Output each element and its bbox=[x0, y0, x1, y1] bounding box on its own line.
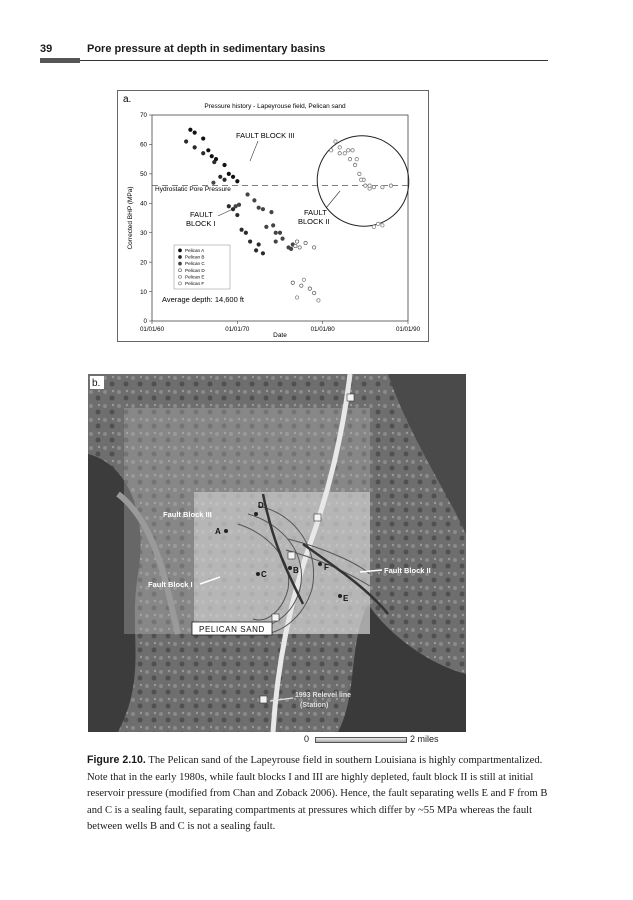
data-point-pelican-b bbox=[213, 160, 216, 163]
fault-block-2-annotation-line2: BLOCK II bbox=[298, 217, 330, 226]
legend-entry: Pelican E bbox=[185, 274, 205, 280]
data-point-pelican-d bbox=[294, 244, 297, 247]
y-tick-label: 60 bbox=[140, 141, 147, 149]
caption-label: Figure 2.10. bbox=[87, 754, 146, 766]
data-point-pelican-c bbox=[274, 240, 277, 243]
data-point-pelican-a bbox=[231, 175, 234, 178]
data-point-pelican-d bbox=[312, 246, 315, 249]
x-tick-label: 01/01/70 bbox=[225, 326, 250, 333]
well-label-c: C bbox=[261, 570, 267, 579]
legend-marker bbox=[179, 249, 182, 252]
legend-marker bbox=[179, 256, 182, 259]
legend-entry: Pelican B bbox=[185, 254, 205, 260]
data-point-pelican-f bbox=[317, 299, 320, 302]
y-tick-label: 30 bbox=[140, 229, 147, 237]
data-point-pelican-a bbox=[193, 131, 196, 134]
y-tick-label: 40 bbox=[140, 200, 147, 208]
caption-text: The Pelican sand of the Lapeyrouse field in southern Louisiana is highly compartmentalized. Note that in the early 1980s, while fault blocks I and III are highly depleted, fault block II is still at initial reservoir pressure (modified from Chan and Zoback 2006). Hence, the fault separating wells E and F from B and C is a sealing fault, separating compartments at pressures which differ by ~55 MPa whereas the fault between wells B and C is not a sealing fault. bbox=[87, 755, 548, 832]
data-point-pelican-b bbox=[257, 243, 260, 246]
data-point-pelican-f bbox=[302, 278, 305, 281]
map-label-fault-block-1: Fault Block I bbox=[148, 580, 193, 589]
data-point-pelican-f bbox=[343, 152, 346, 155]
relevel-line-label-1: 1993 Relevel line bbox=[295, 692, 352, 699]
data-point-pelican-f bbox=[372, 225, 375, 228]
data-point-pelican-f bbox=[359, 178, 362, 181]
data-point-pelican-c bbox=[234, 205, 237, 208]
scale-bar bbox=[315, 737, 407, 743]
data-point-pelican-c bbox=[270, 210, 273, 213]
well-label-d: D bbox=[258, 501, 264, 510]
pressure-chart bbox=[118, 91, 428, 341]
data-point-pelican-b bbox=[236, 213, 239, 216]
data-point-pelican-e bbox=[358, 172, 361, 175]
fault-block-1-annotation-line2: BLOCK I bbox=[186, 219, 216, 228]
panel-b-label: b. bbox=[92, 378, 101, 389]
data-point-pelican-c bbox=[212, 181, 215, 184]
legend-marker bbox=[179, 275, 182, 278]
legend-entry: Pelican F bbox=[185, 281, 205, 286]
data-point-pelican-d bbox=[291, 281, 294, 284]
y-axis-label: Corrected BHP (MPa) bbox=[127, 186, 134, 250]
well-label-b: B bbox=[293, 566, 299, 575]
data-point-pelican-f bbox=[368, 184, 371, 187]
pelican-sand-area bbox=[194, 492, 370, 634]
x-axis-label: Date bbox=[273, 332, 287, 339]
running-title: Pore pressure at depth in sedimentary basins bbox=[87, 43, 326, 55]
data-point-pelican-b bbox=[248, 240, 251, 243]
data-point-pelican-a bbox=[189, 128, 192, 131]
header-bar bbox=[40, 58, 80, 63]
data-point-pelican-e bbox=[347, 149, 350, 152]
satellite-map bbox=[88, 374, 466, 732]
chart-title: Pressure history - Lapeyrouse field, Pelican sand bbox=[204, 103, 346, 110]
data-point-pelican-d bbox=[308, 287, 311, 290]
y-tick-label: 0 bbox=[143, 318, 147, 326]
figure-caption bbox=[87, 752, 549, 836]
data-point-pelican-e bbox=[330, 149, 333, 152]
data-point-pelican-d bbox=[298, 246, 301, 249]
data-point-pelican-f bbox=[355, 157, 358, 160]
data-point-pelican-c bbox=[281, 237, 284, 240]
header-rule bbox=[80, 60, 548, 61]
x-tick-label: 01/01/90 bbox=[395, 326, 421, 333]
figure-panel-b bbox=[88, 374, 466, 732]
relevel-station-marker bbox=[272, 614, 279, 621]
x-tick-label: 01/01/60 bbox=[139, 326, 165, 333]
data-point-pelican-c bbox=[274, 231, 277, 234]
data-point-pelican-a bbox=[223, 163, 226, 166]
data-point-pelican-b bbox=[244, 231, 247, 234]
data-point-pelican-b bbox=[227, 205, 230, 208]
relevel-station-marker bbox=[314, 514, 321, 521]
data-point-pelican-e bbox=[348, 157, 351, 160]
data-point-pelican-e bbox=[351, 149, 354, 152]
map-label-fault-block-3: Fault Block III bbox=[163, 510, 212, 519]
legend-marker bbox=[179, 262, 182, 265]
data-point-pelican-c bbox=[246, 193, 249, 196]
relevel-line-label-2: (Station) bbox=[300, 702, 329, 709]
data-point-pelican-d bbox=[295, 240, 298, 243]
fault-block-2-annotation-line1: FAULT bbox=[304, 208, 327, 217]
data-point-pelican-b bbox=[202, 152, 205, 155]
data-point-pelican-d bbox=[300, 284, 303, 287]
data-point-pelican-c bbox=[289, 247, 292, 250]
figure-panel-a bbox=[117, 90, 429, 342]
well-marker-a bbox=[224, 529, 228, 533]
page-number: 39 bbox=[40, 43, 53, 55]
data-point-pelican-a bbox=[210, 155, 213, 158]
well-marker-c bbox=[256, 572, 260, 576]
data-point-pelican-e bbox=[364, 184, 367, 187]
x-tick-label: 01/01/80 bbox=[310, 326, 335, 333]
relevel-station-marker bbox=[288, 552, 295, 559]
well-marker-e bbox=[338, 594, 342, 598]
well-marker-f bbox=[318, 562, 322, 566]
data-point-pelican-b bbox=[240, 228, 243, 231]
data-point-pelican-e bbox=[338, 152, 341, 155]
fault-block-3-annotation: FAULT BLOCK III bbox=[236, 131, 295, 140]
data-point-pelican-e bbox=[381, 185, 384, 188]
data-point-pelican-a bbox=[227, 172, 230, 175]
y-tick-label: 50 bbox=[140, 171, 147, 179]
relevel-station-marker bbox=[260, 696, 267, 703]
well-label-e: E bbox=[343, 594, 349, 603]
data-point-pelican-e bbox=[389, 184, 392, 187]
y-tick-label: 70 bbox=[140, 112, 147, 120]
fault-block-3-arrow bbox=[250, 141, 258, 161]
data-point-pelican-e bbox=[334, 140, 337, 143]
legend-entry: Pelican D bbox=[185, 267, 205, 273]
data-point-pelican-a bbox=[202, 137, 205, 140]
legend-entry: Pelican C bbox=[185, 261, 205, 267]
data-point-pelican-f bbox=[376, 222, 379, 225]
data-point-pelican-b bbox=[223, 178, 226, 181]
pelican-sand-label: PELICAN SAND bbox=[199, 625, 265, 634]
data-point-pelican-c bbox=[237, 203, 240, 206]
data-point-pelican-c bbox=[278, 231, 281, 234]
panel-a-label: a. bbox=[123, 94, 132, 105]
data-point-pelican-c bbox=[271, 224, 274, 227]
data-point-pelican-b bbox=[261, 252, 264, 255]
data-point-pelican-f bbox=[381, 224, 384, 227]
map-label-fault-block-2: Fault Block II bbox=[384, 566, 431, 575]
data-point-pelican-d bbox=[304, 241, 307, 244]
data-point-pelican-c bbox=[265, 225, 268, 228]
y-tick-label: 10 bbox=[140, 288, 147, 296]
data-point-pelican-b bbox=[184, 140, 187, 143]
well-marker-d bbox=[254, 512, 258, 516]
data-point-pelican-c bbox=[257, 206, 260, 209]
data-point-pelican-b bbox=[193, 146, 196, 149]
data-point-pelican-e bbox=[353, 163, 356, 166]
well-marker-b bbox=[288, 566, 292, 570]
data-point-pelican-a bbox=[236, 180, 239, 183]
scale-bar-zero: 0 bbox=[304, 734, 310, 744]
legend-marker bbox=[179, 269, 182, 272]
data-point-pelican-c bbox=[261, 207, 264, 210]
legend-marker bbox=[179, 282, 182, 285]
relevel-station-marker bbox=[347, 394, 354, 401]
average-depth-annotation: Average depth: 14,600 ft bbox=[162, 295, 245, 304]
data-point-pelican-b bbox=[231, 207, 234, 210]
data-point-pelican-e bbox=[372, 185, 375, 188]
data-point-pelican-a bbox=[207, 149, 210, 152]
data-point-pelican-b bbox=[254, 249, 257, 252]
data-point-pelican-f bbox=[295, 296, 298, 299]
data-point-pelican-d bbox=[312, 291, 315, 294]
fault-block-2-arrow bbox=[326, 191, 340, 208]
legend-entry: Pelican A bbox=[185, 248, 205, 253]
fault-block-1-annotation-line1: FAULT bbox=[190, 210, 213, 219]
well-label-f: F bbox=[324, 563, 329, 572]
data-point-pelican-f bbox=[338, 146, 341, 149]
data-point-pelican-b bbox=[219, 175, 222, 178]
well-label-a: A bbox=[215, 527, 221, 536]
y-tick-label: 20 bbox=[140, 259, 147, 267]
hydrostatic-label: Hydrostatic Pore Pressure bbox=[155, 186, 231, 193]
data-point-pelican-c bbox=[253, 199, 256, 202]
scale-bar-label: 2 miles bbox=[410, 734, 439, 744]
